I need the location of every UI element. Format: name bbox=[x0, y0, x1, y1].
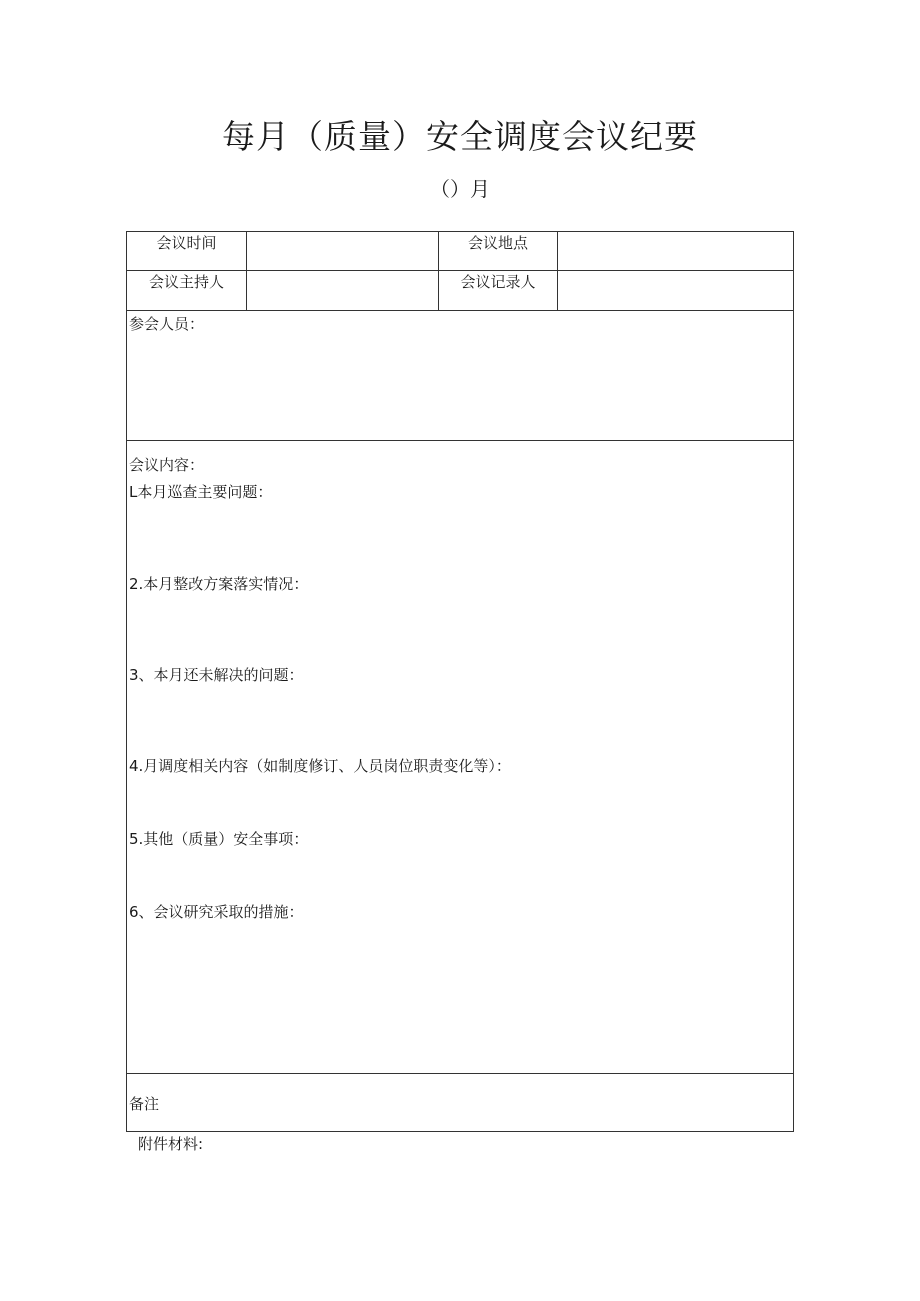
content-item-5: 5.其他（质量）安全事项： bbox=[129, 830, 309, 848]
meeting-time-field[interactable] bbox=[247, 232, 439, 271]
meeting-place-label: 会议地点 bbox=[439, 232, 558, 271]
remarks-field[interactable] bbox=[127, 1074, 794, 1132]
page-title: 每月（质量）安全调度会议纪要 bbox=[222, 117, 698, 156]
form-row-time-place bbox=[127, 232, 794, 271]
remarks-label: 备注 bbox=[129, 1095, 160, 1113]
content-item-6: 6、会议研究采取的措施： bbox=[129, 903, 304, 921]
meeting-minutes-form bbox=[126, 231, 794, 1132]
meeting-place-field[interactable] bbox=[558, 232, 794, 271]
attachments-label: 附件材料: bbox=[138, 1135, 204, 1153]
host-field[interactable] bbox=[247, 271, 439, 311]
recorder-label: 会议记录人 bbox=[439, 271, 558, 311]
form-row-content bbox=[127, 441, 794, 1074]
attendees-label: 参会人员： bbox=[129, 315, 205, 333]
month-subtitle: （）月 bbox=[430, 177, 490, 201]
content-item-2: 2.本月整改方案落实情况： bbox=[129, 575, 309, 593]
content-label: 会议内容： bbox=[129, 456, 205, 474]
attendees-field[interactable] bbox=[127, 311, 794, 441]
content-item-1: L本月巡查主要问题： bbox=[129, 483, 273, 501]
form-row-remarks bbox=[127, 1074, 794, 1132]
host-label: 会议主持人 bbox=[127, 271, 247, 311]
meeting-time-label: 会议时间 bbox=[127, 232, 247, 271]
form-row-host-recorder bbox=[127, 271, 794, 311]
form-row-attendees bbox=[127, 311, 794, 441]
content-item-3: 3、本月还未解决的问题： bbox=[129, 666, 304, 684]
recorder-field[interactable] bbox=[558, 271, 794, 311]
meeting-content-field[interactable] bbox=[127, 441, 794, 1074]
content-item-4: 4.月调度相关内容（如制度修订、人员岗位职责变化等）： bbox=[129, 757, 511, 775]
